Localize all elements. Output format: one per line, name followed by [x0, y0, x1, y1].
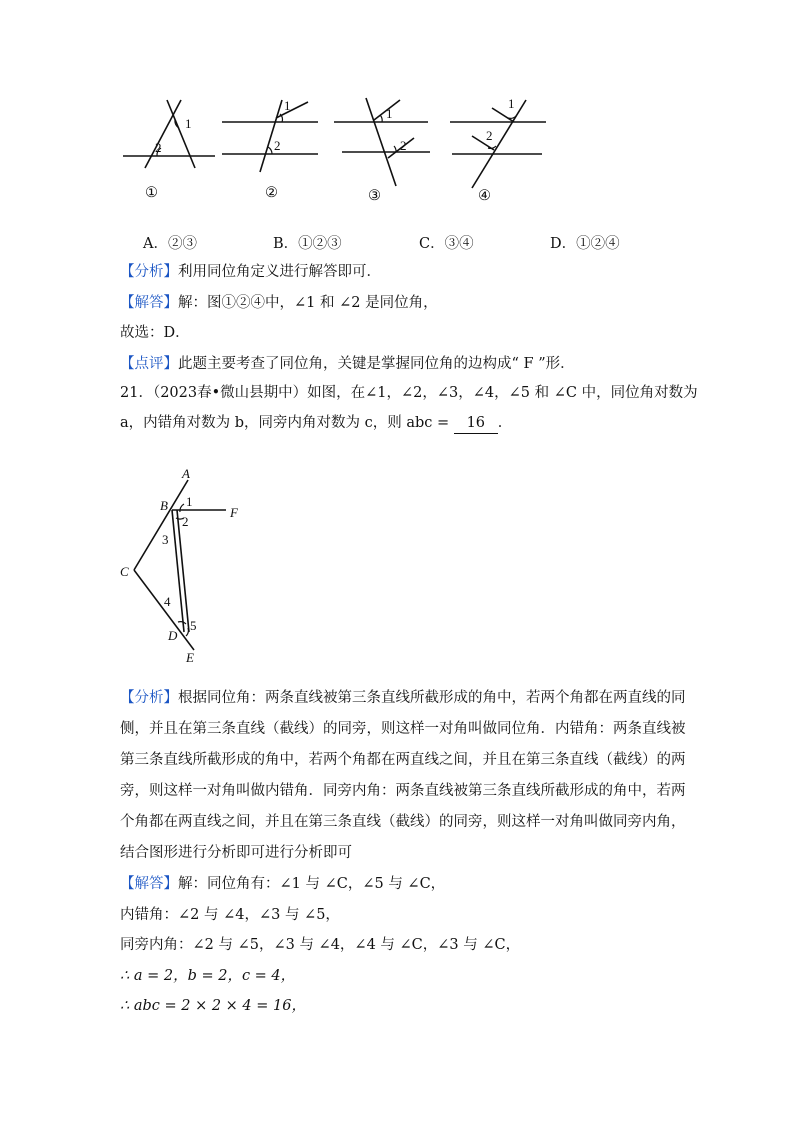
answer-tag: 【解答】 [120, 295, 178, 311]
transversal-line [260, 100, 282, 172]
analysis-text: 根据同位角：两条直线被第三条直线所截形成的角中，若两个角都在两直线的同 [178, 690, 686, 706]
figure-4 [448, 90, 558, 190]
question-21-line1: 21．（2023春•微山县期中）如图，在∠1，∠2，∠3，∠4，∠5 和 ∠C 中，同位角对数为 [120, 385, 698, 401]
analysis-line [120, 262, 381, 282]
figure-3 [330, 90, 440, 190]
point-label-A: A [182, 466, 190, 481]
transversal-line [167, 100, 195, 168]
comment-line [120, 354, 575, 374]
figure-caption-2: ② [265, 185, 278, 201]
comment-tag: 【点评】 [120, 356, 178, 372]
line-CE [134, 570, 194, 650]
analysis-text: 侧，并且在第三条直线（截线）的同旁，则这样一对角叫做同位角．内错角：两条直线被 [120, 721, 686, 737]
figure-caption-4: ④ [478, 188, 491, 204]
point-label-B: B [160, 498, 168, 513]
answer-tag: 【解答】 [120, 876, 178, 892]
angle-label-2: 2 [155, 140, 162, 155]
point-label-F: F [230, 505, 238, 520]
angle-label-4: 4 [164, 594, 171, 609]
option-a: A．②③ [143, 236, 197, 252]
point-label-D: D [168, 628, 178, 643]
point-label-E: E [186, 650, 194, 665]
angle-label-2: 2 [486, 128, 493, 143]
answer-text: 解：图①②④中，∠1 和 ∠2 是同位角， [178, 295, 438, 311]
angle-label-5: 5 [190, 618, 197, 633]
angle-arc [394, 146, 396, 152]
geometry-figure [110, 460, 270, 670]
line-AC [134, 480, 188, 570]
angle-label-1: 1 [386, 106, 393, 121]
point-label-C: C [120, 564, 129, 579]
answer-text: ∴ a = 2，b = 2，c = 4， [120, 968, 296, 984]
analysis-text: 第三条直线所截形成的角中，若两个角都在两直线之间，并且在第三条直线（截线）的两 [120, 752, 686, 768]
answer-blank: 16 [454, 413, 498, 434]
angle-label-2: 2 [400, 138, 407, 153]
choice-line: 故选：D． [120, 325, 190, 341]
figure-1 [115, 90, 225, 170]
angle-arc [186, 628, 188, 636]
answer-line [120, 293, 438, 313]
angle-label-1: 1 [508, 96, 515, 111]
figure-2 [220, 90, 330, 170]
answer-text: ∴ abc = 2 × 2 × 4 = 16， [120, 998, 306, 1014]
q21-analysis-line [120, 688, 686, 708]
answer-text: 内错角：∠2 与 ∠4，∠3 与 ∠5， [120, 907, 340, 923]
answer-text: 同旁内角：∠2 与 ∠5，∠3 与 ∠4，∠4 与 ∠C，∠3 与 ∠C， [120, 937, 521, 953]
figure-caption-1: ① [145, 185, 158, 201]
transversal-line [145, 100, 181, 168]
analysis-text: 利用同位角定义进行解答即可． [178, 264, 381, 280]
analysis-text: 结合图形进行分析即可进行分析即可 [120, 845, 352, 861]
angle-arc [178, 622, 186, 624]
analysis-text: 旁，则这样一对角叫做内错角．同旁内角：两条直线被第三条直线所截形成的角中，若两 [120, 783, 686, 799]
analysis-tag: 【分析】 [120, 264, 178, 280]
comment-text: 此题主要考查了同位角，关键是掌握同位角的边构成“ F ”形． [178, 356, 575, 372]
option-c: C．③④ [419, 236, 474, 252]
angle-label-1: 1 [185, 116, 192, 131]
answer-text: 解：同位角有：∠1 与 ∠C，∠5 与 ∠C， [178, 876, 446, 892]
question-21-text: a，内错角对数为 b，同旁内角对数为 c，则 abc = [120, 415, 450, 431]
analysis-text: 个角都在两直线之间，并且在第三条直线（截线）的同旁，则这样一对角叫做同旁内角， [120, 814, 686, 830]
option-d: D．①②④ [550, 236, 620, 252]
question-21-end: ． [497, 415, 513, 431]
angle-label-1: 1 [186, 494, 193, 509]
option-b: B．①②③ [273, 236, 342, 252]
analysis-tag: 【分析】 [120, 690, 178, 706]
question-21-line2 [120, 413, 512, 434]
angle-label-2: 2 [274, 138, 281, 153]
angle-arc [380, 115, 382, 122]
figure-caption-3: ③ [368, 188, 381, 204]
q21-answer-line [120, 874, 445, 894]
angle-label-1: 1 [284, 98, 291, 113]
angle-arc [268, 147, 272, 154]
angle-label-3: 3 [162, 532, 169, 547]
angle-label-2: 2 [182, 514, 189, 529]
